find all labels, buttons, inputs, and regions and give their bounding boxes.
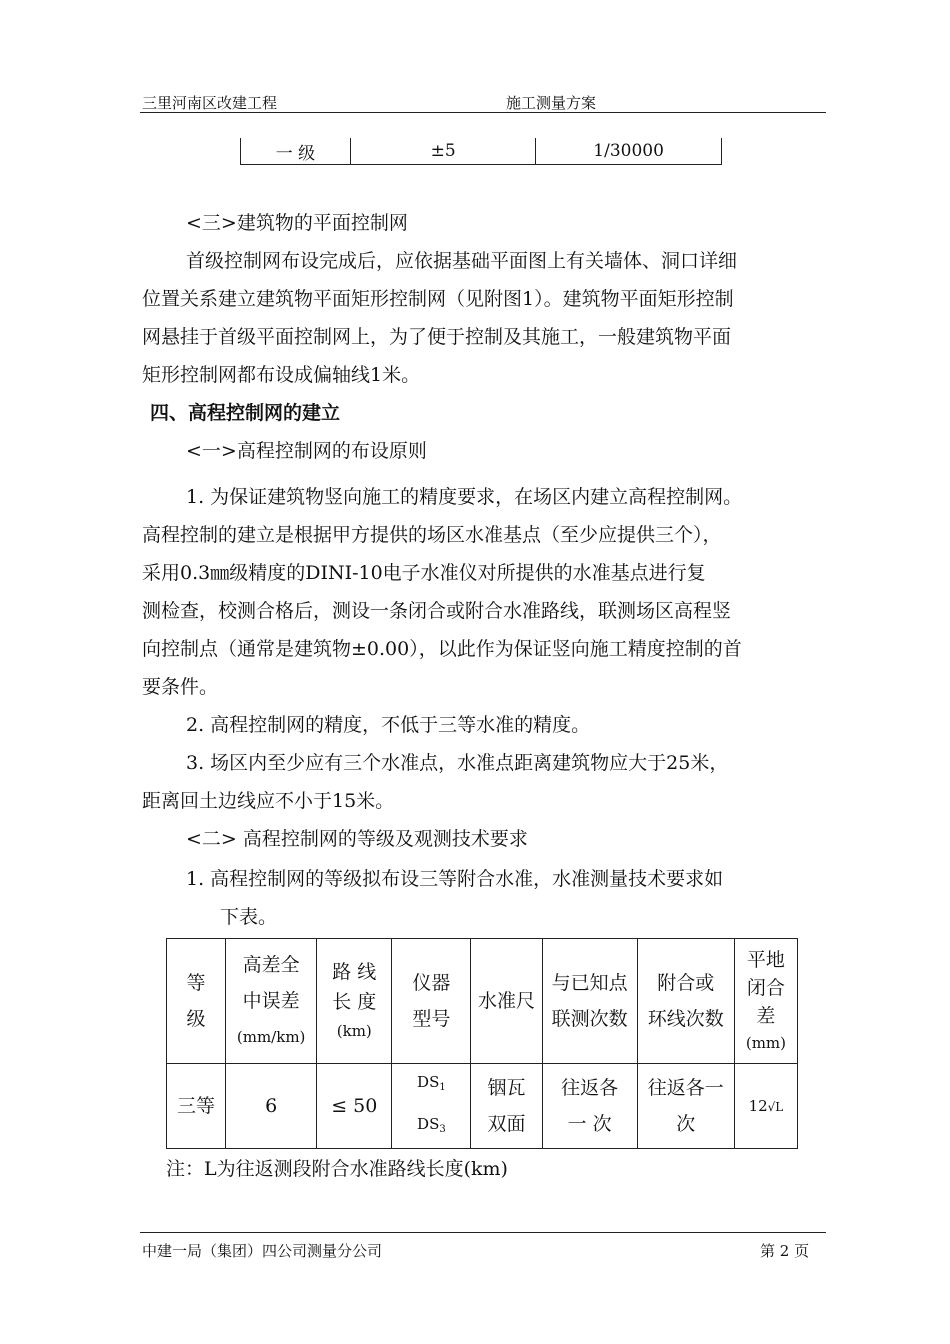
paragraph-line: 首级控制网布设完成后，应依据基础平面图上有关墙体、洞口详细: [186, 250, 738, 272]
cell-staff: 铟瓦 双面: [471, 1064, 542, 1149]
level-table: [166, 938, 798, 1149]
header-cell-length: 路 线 长 度 (km): [317, 939, 392, 1064]
table-cell: ±5: [350, 138, 535, 165]
table-note: 注：L为往返测段附合水准路线长度(km): [166, 1158, 508, 1180]
paragraph-line: 高程控制的建立是根据甲方提供的场区水准基点（至少应提供三个），: [142, 524, 722, 546]
paragraph-line: 要条件。: [142, 676, 219, 698]
paragraph-line: 下表。: [220, 906, 278, 928]
header-center: 施工测量方案: [506, 94, 597, 112]
paragraph-line: 距离回土边线应不小于15米。: [142, 790, 395, 812]
footer-rule: [140, 1232, 826, 1233]
subsection-heading: <二> 高程控制网的等级及观测技术要求: [186, 828, 528, 850]
table-cell: 1/30000: [536, 138, 722, 165]
header-left: 三里河南区改建工程: [142, 94, 278, 112]
header-cell-instrument: 仪器 型号: [392, 939, 471, 1064]
paragraph-line: 位置关系建立建筑物平面矩形控制网（见附图1）。建筑物平面矩形控制: [142, 288, 734, 310]
footer-page-number: 第 2 页: [760, 1242, 810, 1260]
top-table: [240, 138, 722, 165]
cell-error: 6: [226, 1064, 317, 1149]
table-row: [167, 1064, 798, 1149]
paragraph-line: 采用0.3㎜级精度的DINI-10电子水准仪对所提供的水准基点进行复: [142, 562, 706, 584]
table-cell: 一 级: [241, 138, 351, 165]
paragraph-line: 网悬挂于首级平面控制网上，为了便于控制及其施工，一般建筑物平面: [142, 326, 732, 348]
subsection-heading: <一>高程控制网的布设原则: [186, 440, 427, 462]
cell-loop: 往返各一 次: [637, 1064, 734, 1149]
cell-closure: 12√L: [734, 1064, 797, 1149]
paragraph-line: 1. 为保证建筑物竖向施工的精度要求，在场区内建立高程控制网。: [186, 486, 743, 508]
header-cell-error: 高差全 中误差 (mm/km): [226, 939, 317, 1064]
paragraph-line: 测检查，校测合格后，测设一条闭合或附合水准路线，联测场区高程竖: [142, 600, 732, 622]
paragraph-line: 2. 高程控制网的精度，不低于三等水准的精度。: [186, 714, 591, 736]
section-heading: <三>建筑物的平面控制网: [186, 212, 408, 234]
header-cell-known-point: 与已知点 联测次数: [542, 939, 637, 1064]
header-cell-loop: 附合或 环线次数: [637, 939, 734, 1064]
header-cell-closure: 平地 闭合 差 (mm): [734, 939, 797, 1064]
section-title: 四、高程控制网的建立: [150, 402, 341, 424]
table-row: [241, 138, 722, 165]
table-header-row: [167, 939, 798, 1064]
paragraph-line: 3. 场区内至少应有三个水准点，水准点距离建筑物应大于25米，: [186, 752, 729, 774]
paragraph-line: 向控制点（通常是建筑物±0.00），以此作为保证竖向施工精度控制的首: [142, 638, 742, 660]
paragraph-line: 矩形控制网都布设成偏轴线1米。: [142, 364, 421, 386]
header-cell-grade: 等 级: [167, 939, 226, 1064]
header-rule: [140, 112, 826, 113]
footer-left: 中建一局（集团）四公司测量分公司: [142, 1242, 383, 1260]
cell-known-point: 往返各 一 次: [542, 1064, 637, 1149]
header-cell-staff: 水准尺: [471, 939, 542, 1064]
paragraph-line: 1. 高程控制网的等级拟布设三等附合水准，水准测量技术要求如: [186, 868, 724, 890]
cell-length: ≤ 50: [317, 1064, 392, 1149]
cell-instrument: $DS_1$ $DS_3$: [392, 1064, 471, 1149]
cell-grade: 三等: [167, 1064, 226, 1149]
